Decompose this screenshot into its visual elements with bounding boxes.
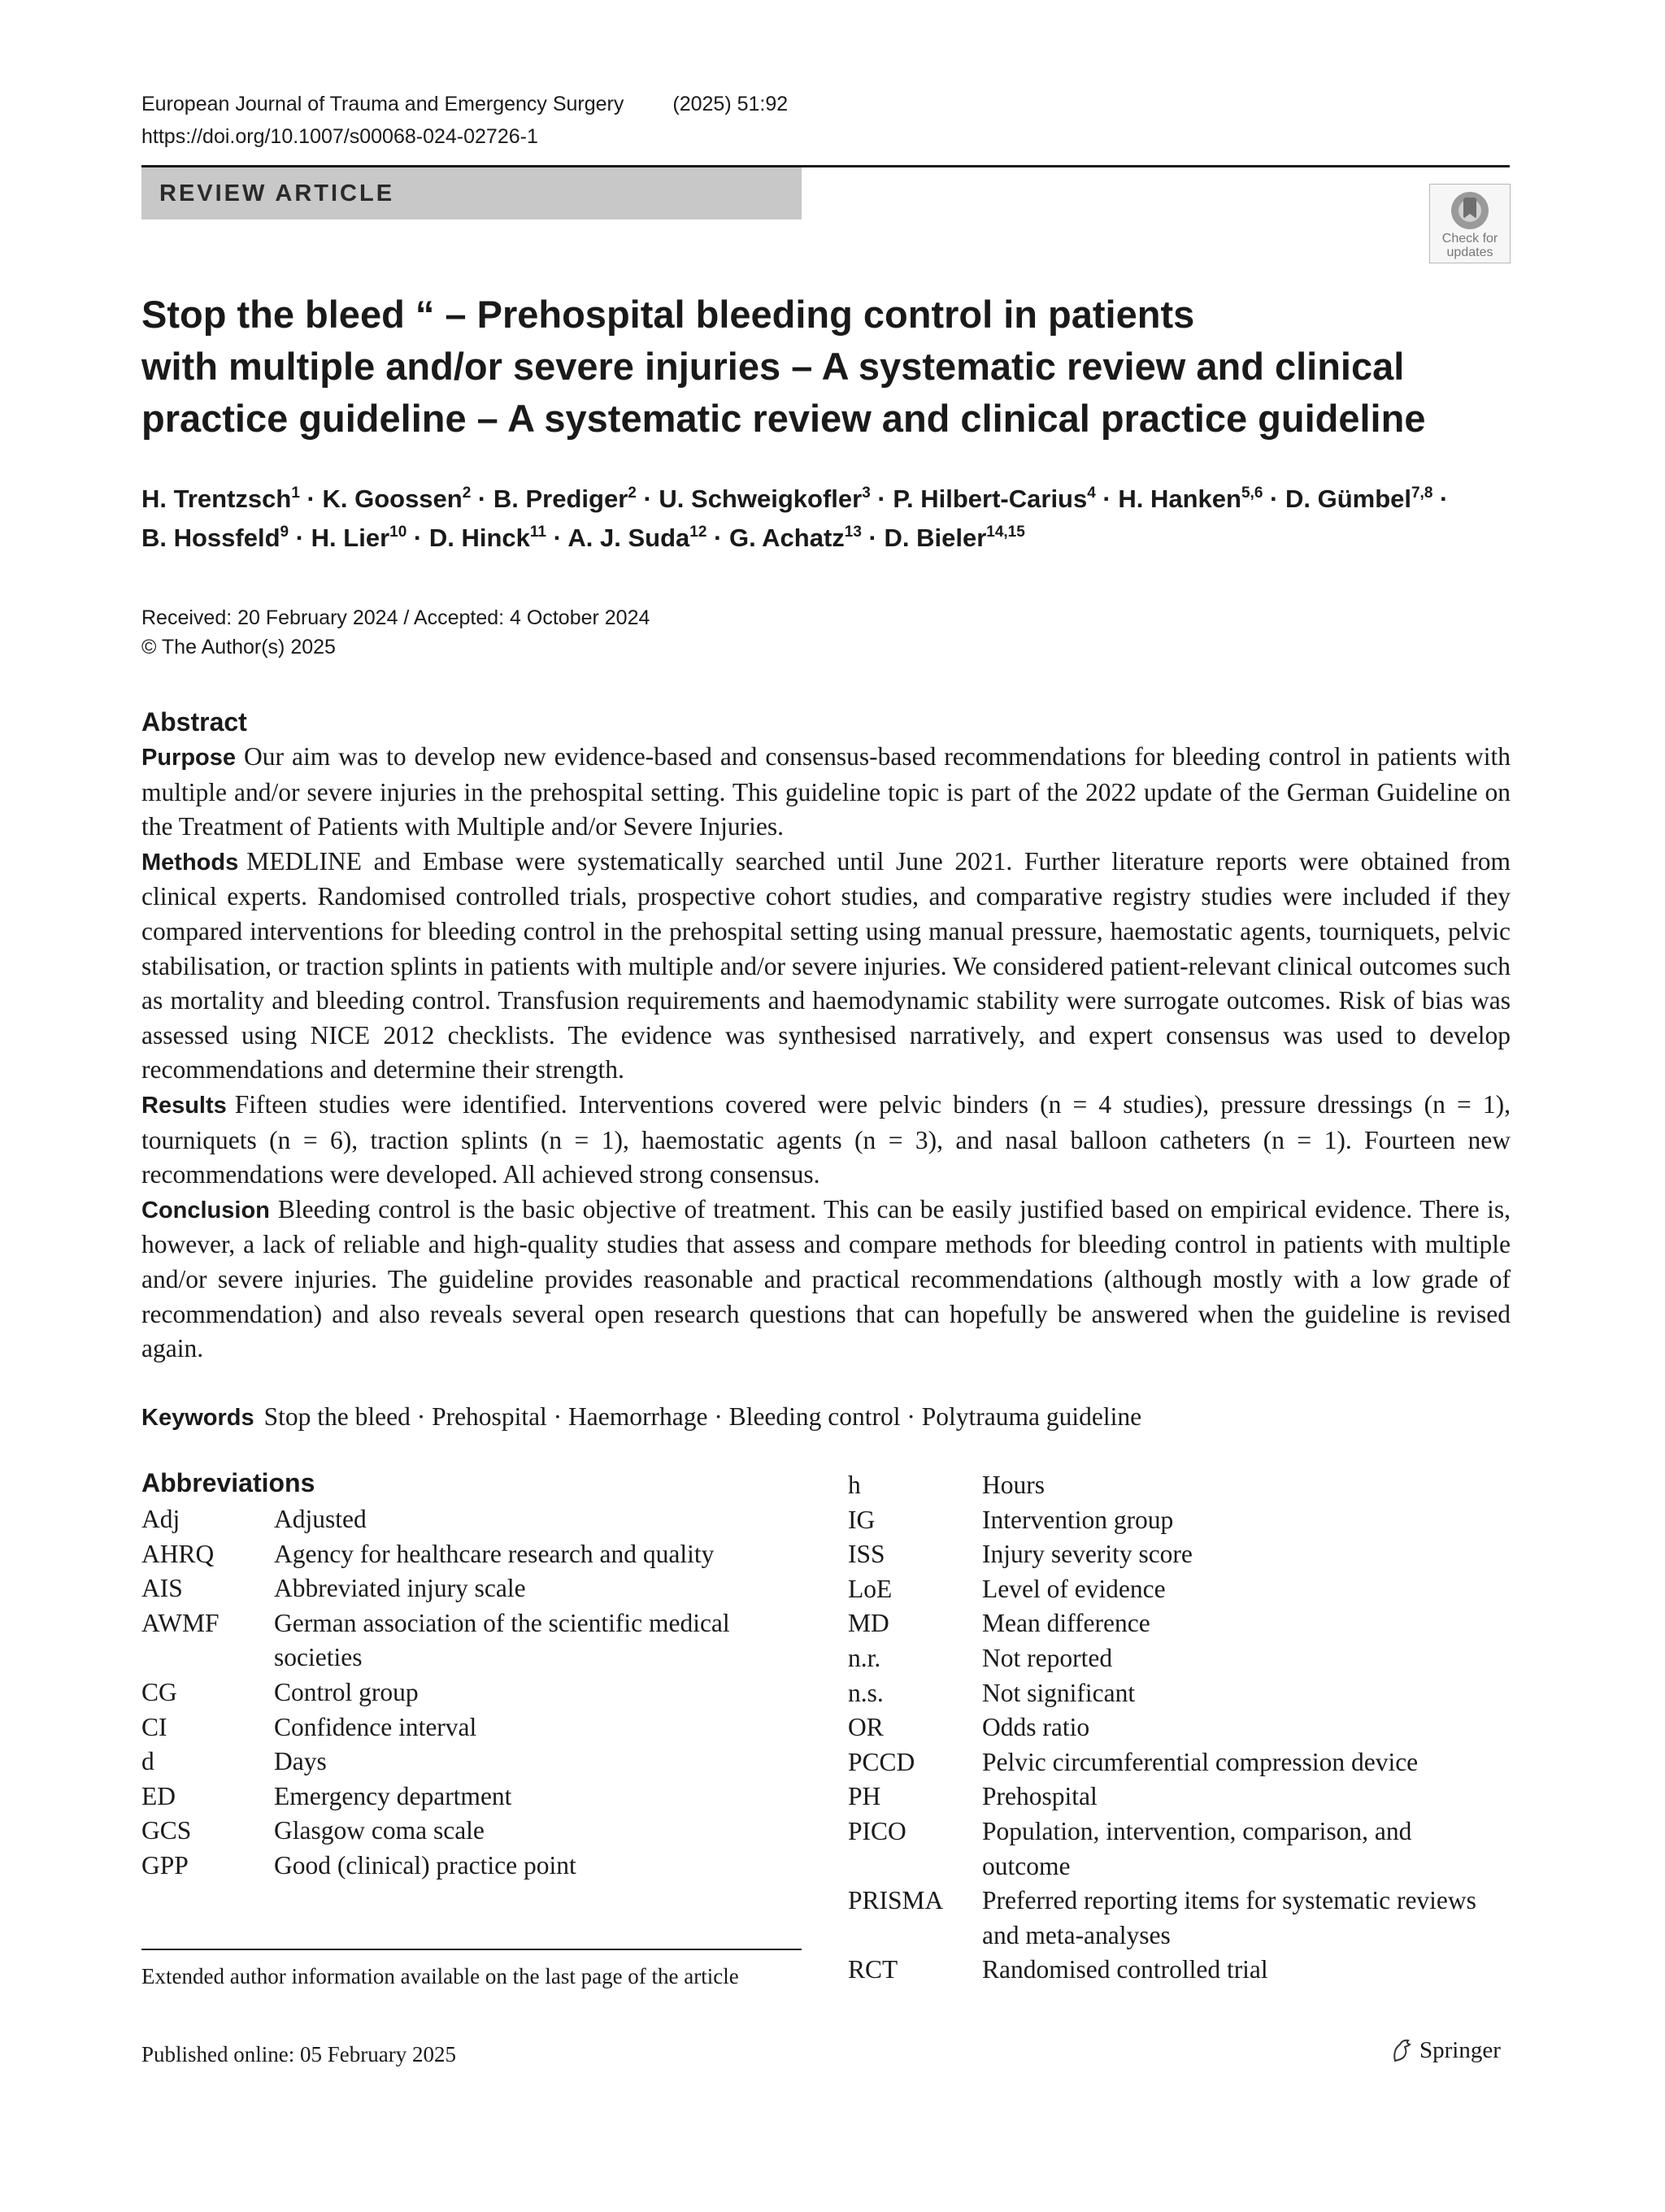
abbreviation-definition: Pelvic circumferential compression device [982,1747,1419,1776]
conclusion-text: Bleeding control is the basic objective of treatment. This can be easily justified based on empirical evidence. There is, however, a lack of reliable and high-quality studies that assess and compare methods for bleeding control in patients with multiple and/or severe injuries. The guideline provides reasonable and practical recommendations (although mostly with a low grade of recommendation) and also reveals several open research questions that can hopefully be answered when the guideline is revised again. [141,1194,1511,1363]
abbreviation-row [848,1537,1494,1572]
abbreviation-definition: Odds ratio [982,1713,1090,1742]
abbreviation-row [848,1953,1494,1988]
abbreviation-term: GPP [141,1850,189,1880]
title-line-3: practice guideline – A systematic review and clinical practice guideline [141,397,1426,440]
check-updates-line1: Check for [1441,232,1498,246]
abbreviation-definition: Agency for healthcare research and quality [274,1539,715,1568]
doi-link[interactable]: https://doi.org/10.1007/s00068-024-02726-1 [141,125,538,148]
keywords [141,1400,1141,1435]
abbreviations-table-left [141,1502,794,1884]
title-line-1: Stop the bleed “ – Prehospital bleeding control in patients [141,293,1195,336]
author-line-2: B. Hossfeld$^9$ · H. Lier$^{10}$ · D. Hinck$^{11}$ · A. J. Suda$^{12}$ · G. Achatz$^{13}$ · D. Bieler$^{14,15}$ [141,524,1025,552]
abbreviation-definition: Control group [274,1677,419,1706]
article-dates [141,603,650,662]
abbreviation-row [141,1537,794,1572]
abbreviation-row [141,1780,794,1814]
author-name[interactable]: K. Goossen [322,485,463,513]
abbreviation-definition: Intervention group [982,1505,1174,1534]
check-for-updates-badge[interactable] [1429,184,1511,263]
abbreviation-term: n.r. [848,1643,881,1672]
abbreviation-definition: Confidence interval [274,1712,477,1741]
crossmark-icon [1447,189,1493,232]
abbreviation-term: AIS [141,1574,183,1603]
abbreviation-row [848,1745,1494,1780]
abbreviation-definition: German association of the scientific medical societies [274,1608,730,1672]
abbreviation-term: AWMF [141,1608,220,1637]
author-affiliation-number: 7,8 [1411,485,1433,502]
abbreviations-table-right [848,1468,1494,1988]
abbreviation-definition: Prehospital [982,1782,1098,1811]
results-text: Fifteen studies were identified. Interventions covered were pelvic binders (n = 4 studies), pressure dressings (n = 1), tourniquets (n = 6), traction splints (n = 1), haemostatic agents (n = 3), and nasal balloon catheters (n = 1). Fourteen new recommendations were developed. All achieved strong consensus. [141,1089,1511,1189]
journal-header [141,88,837,153]
author-affiliation-number: 4 [1087,485,1096,502]
abbreviation-term: CG [141,1677,177,1706]
copyright-notice: © The Author(s) 2025 [141,636,336,658]
abstract-results [141,1088,1511,1193]
abbreviation-definition: Not reported [982,1643,1113,1672]
author-name[interactable]: H. Hanken [1118,485,1241,513]
abstract-purpose [141,740,1511,845]
abbreviation-row [141,1571,794,1606]
article-title [141,289,1507,445]
abbreviation-term: CI [141,1712,167,1741]
abbreviation-term: n.s. [848,1678,884,1707]
author-affiliation-number: 10 [389,524,407,541]
abbreviation-definition: Population, intervention, comparison, and outcome [982,1816,1412,1880]
abbreviation-term: h [848,1471,861,1499]
abbreviation-row [848,1606,1494,1641]
abbreviation-term: AHRQ [141,1539,215,1568]
abbreviation-definition: Preferred reporting items for systematic reviews and meta-analyses [982,1886,1476,1949]
abbreviation-term: Adj [141,1505,180,1533]
abstract-body [141,740,1511,1367]
abbreviation-row [141,1849,794,1884]
methods-text: MEDLINE and Embase were systematically searched until June 2021. Further literature reports were obtained from clinical experts. Randomised controlled trials, prospective cohort studies, and comparative registry studies were included if they compared interventions for bleeding control in the prehospital setting using manual pressure, haemostatic agents, tourniquets, pelvic stabilisation, or traction splints in patients with multiple and/or severe injuries. We considered patient-relevant clinical outcomes such as mortality and bleeding control. Transfusion requirements and haemodynamic stability were surrogate outcomes. Risk of bias was assessed using NICE 2012 checklists. The evidence was synthesised narratively, and expert consensus was used to develop recommendations and determine their strength. [141,846,1511,1084]
abbreviation-row [141,1814,794,1849]
abbreviation-definition: Abbreviated injury scale [274,1574,526,1603]
abbreviation-row [848,1710,1494,1745]
author-name[interactable]: H. Trentzsch [141,485,292,513]
abbreviation-row [848,1814,1494,1884]
abbreviation-term: PICO [848,1816,906,1845]
purpose-label: Purpose [141,745,237,771]
footnote-rule [141,1949,802,1950]
article-type-label: REVIEW ARTICLE [159,180,395,206]
author-affiliation-number: 14,15 [986,524,1025,541]
abbreviation-term: RCT [848,1955,898,1984]
keywords-label: Keywords [141,1405,254,1431]
author-name[interactable]: G. Achatz [728,524,845,552]
publisher-logo [1390,2037,1501,2064]
author-name[interactable]: H. Lier [311,524,390,552]
abbreviation-row [141,1710,794,1745]
author-name[interactable]: D. Gümbel [1285,485,1411,513]
title-line-2: with multiple and/or severe injuries – A systematic review and clinical [141,345,1405,388]
abbreviation-definition: Good (clinical) practice point [274,1850,576,1880]
abbreviation-row [141,1675,794,1710]
abbreviation-definition: Mean difference [982,1609,1150,1638]
results-label: Results [141,1092,227,1119]
journal-volume: (2025) 51:92 [672,93,789,115]
abstract-methods [141,845,1511,1088]
received-accepted-dates: Received: 20 February 2024 / Accepted: 4 October 2024 [141,606,650,629]
abbreviation-row [848,1641,1494,1676]
abbreviation-row [848,1503,1494,1538]
abbreviation-term: PCCD [848,1747,915,1776]
author-name[interactable]: D. Bieler [884,524,987,552]
abbreviation-definition: Randomised controlled trial [982,1955,1268,1984]
author-name[interactable]: B. Prediger [493,485,628,513]
author-affiliation-number: 11 [529,524,546,541]
abbreviation-row [141,1606,794,1675]
author-name[interactable]: P. Hilbert‑Carius [893,485,1088,513]
abbreviation-row [848,1884,1494,1953]
abbreviation-definition: Emergency department [274,1781,512,1810]
author-affiliation-number: 9 [280,524,289,541]
keywords-text: Stop the bleed · Prehospital · Haemorrhage · Bleeding control · Polytrauma guideline [263,1402,1142,1431]
abbreviation-definition: Adjusted [274,1505,367,1533]
methods-label: Methods [141,849,239,876]
abbreviation-term: MD [848,1609,889,1638]
abbreviation-row [848,1468,1494,1503]
author-affiliation-number: 13 [844,524,862,541]
abbreviation-term: LoE [848,1574,893,1603]
author-name[interactable]: U. Schweigkofler [659,485,863,513]
abbreviation-row [848,1780,1494,1814]
author-affiliation-number: 1 [291,485,300,502]
abbreviation-term: ED [141,1781,176,1810]
conclusion-label: Conclusion [141,1197,270,1223]
abbreviation-definition: Days [274,1747,327,1776]
journal-name: European Journal of Trauma and Emergency Surgery [141,93,624,115]
abbreviation-term: PRISMA [848,1886,944,1915]
abbreviation-definition: Hours [982,1471,1045,1499]
publisher-name: Springer [1419,2037,1501,2063]
author-affiliation-number: 5,6 [1241,485,1263,502]
author-list [141,480,1524,558]
abbreviation-term: IG [848,1505,876,1534]
abstract-heading: Abstract [141,707,247,737]
published-online-date: Published online: 05 February 2025 [141,2042,456,2066]
springer-horse-icon [1390,2038,1413,2062]
abbreviation-definition: Level of evidence [982,1574,1166,1603]
abbreviation-definition: Glasgow coma scale [274,1816,485,1845]
author-name[interactable]: A. J. Suda [567,524,690,552]
purpose-text: Our aim was to develop new evidence-based and consensus-based recommendations for bleeding control in patients with multiple and/or severe injuries in the prehospital setting. This guideline topic is part of the 2022 update of the German Guideline on the Treatment of Patients with Multiple and/or Severe Injuries. [141,742,1511,841]
author-affiliation-number: 2 [628,485,637,502]
abbreviation-term: OR [848,1713,884,1742]
abbreviation-term: d [141,1747,154,1776]
author-name[interactable]: D. Hinck [428,524,530,552]
author-info-footnote: Extended author information available on the last page of the article [141,1964,739,1988]
author-affiliation-number: 12 [689,524,707,541]
author-affiliation-number: 2 [462,485,472,502]
abbreviations-heading: Abbreviations [141,1468,315,1497]
abstract-conclusion [141,1193,1511,1367]
abbreviation-term: PH [848,1782,881,1811]
abbreviation-term: ISS [848,1540,885,1569]
abbreviation-row [848,1572,1494,1607]
abbreviation-row [141,1502,794,1537]
abbreviation-row [141,1745,794,1780]
abbreviation-row [848,1676,1494,1711]
check-updates-line2: updates [1446,246,1493,259]
author-line-1: H. Trentzsch$^1$ · K. Goossen$^2$ · B. Prediger$^2$ · U. Schweigkofler$^3$ · P. Hilbert‑Carius$^4$ · H. Hanken$^{5,6}$ · D. Gümbel$^{7,8}$ · [141,485,1449,513]
abbreviation-definition: Not significant [982,1678,1136,1707]
author-name[interactable]: B. Hossfeld [141,524,280,552]
author-affiliation-number: 3 [862,485,871,502]
abbreviation-term: GCS [141,1816,192,1845]
abbreviation-definition: Injury severity score [982,1540,1193,1569]
